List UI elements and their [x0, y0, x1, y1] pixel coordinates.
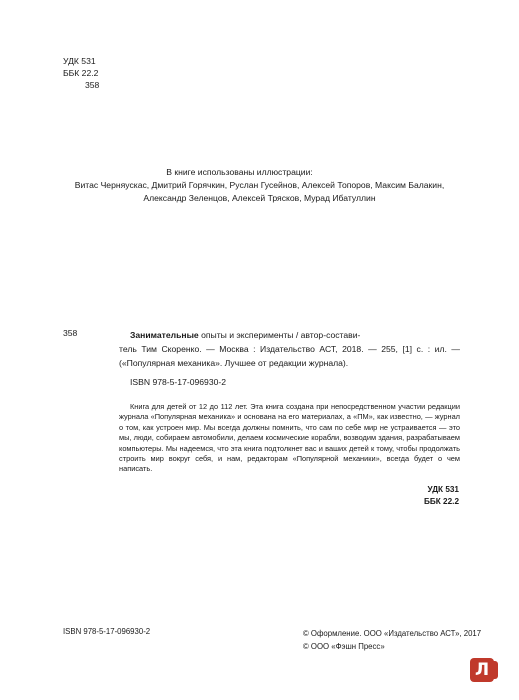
bottom-bbk-code: ББК 22.2: [424, 496, 459, 506]
catalog-isbn: ISBN 978-5-17-096930-2: [130, 377, 227, 387]
bbk-code: ББК 22.2: [63, 68, 99, 78]
book-title: Занимательные: [130, 330, 199, 340]
bottom-udk-code: УДК 531: [427, 485, 459, 494]
top-index-block: [63, 55, 99, 91]
catalog-entry-line1-rest: опыты и эксперименты / автор-состави-: [198, 330, 361, 340]
illustrators-block: [20, 166, 499, 205]
illustrators-line-1: Витас Черняускас, Дмитрий Горячкин, Руслан Гусейнов, Алексей Топоров, Максим Балакин,: [74, 180, 445, 190]
catalog-entry-first-line: [130, 328, 460, 342]
annotation-text: Книга для детей от 12 до 112 лет. Эта книга создана при непосредственном участии редакции журнала «Популярная механика» и основана на его материалах, а «ПМ», как известно, — журнал о том, как устроен мир. Мы всегда должны помнить, что сам по себе мир не устраивается — это мы, люди, собираем автомобили, делаем космические корабли, возводим здания, разрабатываем компьютеры. Мы надеемся, что эта книга подтолкнет вас и ваших детей к тому, чтобы продолжать строить мир вокруг себя, и нам, редакторам «Популярной механики», всегда будет о чем написать.: [119, 402, 460, 474]
copyright-block: [303, 627, 481, 653]
catalog-entry-continuation: тель Тим Скоренко. — Москва : Издательство АСТ, 2018. — 255, [1] с. : ил. — («Популярная механика». Лучшее от редакции журнала).: [119, 344, 460, 369]
bottom-index-block: [424, 484, 459, 507]
copyright-design: © Оформление. ООО «Издательство АСТ», 2017: [303, 629, 482, 638]
udk-code: УДК 531: [63, 56, 96, 66]
annotation-block: [119, 402, 460, 475]
author-code: 358: [85, 80, 100, 90]
illustrators-heading: В книге использованы иллюстрации:: [166, 167, 313, 177]
illustrators-line-2: Александр Зеленцов, Алексей Трясков, Мурад Ибатуллин: [143, 193, 376, 203]
copyright-publisher: © ООО «Фэшн Пресс»: [303, 642, 385, 651]
catalog-code: 358: [63, 328, 78, 338]
footer-isbn: ISBN 978-5-17-096930-2: [63, 627, 151, 636]
publisher-logo-icon: Л: [470, 658, 494, 682]
